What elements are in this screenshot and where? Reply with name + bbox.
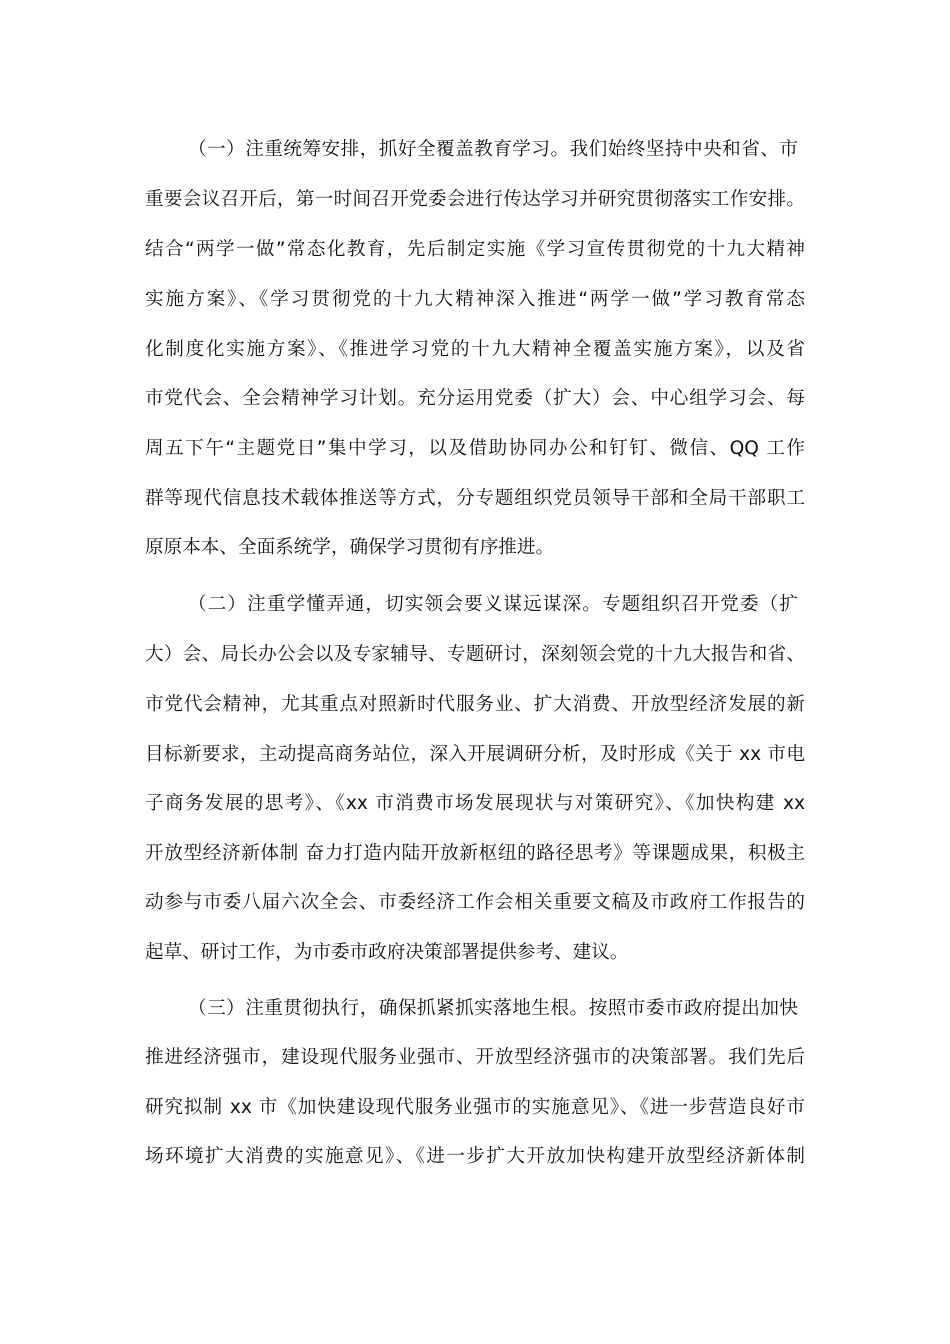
paragraph-2-line-8: 起草、研讨工作，为市委市政府决策部署提供参考、建议。 — [145, 942, 629, 963]
paragraph-3-line-1: （三）注重贯彻执行，确保抓紧抓实落地生根。按照市委市政府提出加快 — [188, 998, 798, 1019]
paragraph-2-line-5: 子商务发展的思考》、《xx 市消费市场发展现状与对策研究》、《加快构建 xx — [145, 793, 805, 814]
paragraph-2-line-1: （二）注重学懂弄通，切实领会要义谋远谋深。专题组织召开党委（扩 — [188, 594, 798, 615]
paragraph-2-line-3: 市党代会精神，尤其重点对照新时代服务业、扩大消费、开放型经济发展的新 — [145, 694, 805, 715]
paragraph-2-line-2: 大）会、局长办公会以及专家辅导、专题研讨，深刻领会党的十九大报告和省、 — [145, 644, 805, 665]
paragraph-1-line-9: 原原本本、全面系统学，确保学习贯彻有序推进。 — [145, 537, 555, 558]
paragraph-1-line-8: 群等现代信息技术载体推送等方式，分专题组织党员领导干部和全局干部职工 — [145, 488, 805, 509]
paragraph-3-line-4: 场环境扩大消费的实施意见》、《进一步扩大开放加快构建开放型经济新体制 — [145, 1146, 805, 1167]
paragraph-1-line-4: 实施方案》、《学习贯彻党的十九大精神深入推进“两学一做”学习教育常态 — [145, 289, 805, 310]
paragraph-1-line-1: （一）注重统筹安排，抓好全覆盖教育学习。我们始终坚持中央和省、市 — [188, 139, 798, 160]
paragraph-2-line-7: 动参与市委八届六次全会、市委经济工作会相关重要文稿及市政府工作报告的 — [145, 892, 805, 913]
paragraph-1-line-3: 结合“两学一做”常态化教育，先后制定实施《学习宣传贯彻党的十九大精神 — [145, 239, 805, 260]
paragraph-1-line-5: 化制度化实施方案》、《推进学习党的十九大精神全覆盖实施方案》，以及省 — [145, 339, 805, 360]
paragraph-1-line-7: 周五下午“主题党日”集中学习，以及借助协同办公和钉钉、微信、QQ 工作 — [145, 438, 805, 459]
paragraph-1-line-2: 重要会议召开后，第一时间召开党委会进行传达学习并研究贯彻落实工作安排。 — [145, 189, 805, 210]
paragraph-2-line-4: 目标新要求，主动提高商务站位，深入开展调研分析，及时形成《关于 xx 市电 — [145, 744, 805, 765]
paragraph-3-line-2: 推进经济强市，建设现代服务业强市、开放型经济强市的决策部署。我们先后 — [145, 1047, 805, 1068]
paragraph-1-line-6: 市党代会、全会精神学习计划。充分运用党委（扩大）会、中心组学习会、每 — [145, 388, 805, 409]
paragraph-3-line-3: 研究拟制 xx 市《加快建设现代服务业强市的实施意见》、《进一步营造良好市 — [145, 1097, 805, 1118]
paragraph-2-line-6: 开放型经济新体制 奋力打造内陆开放新枢纽的路径思考》等课题成果，积极主 — [145, 843, 805, 864]
